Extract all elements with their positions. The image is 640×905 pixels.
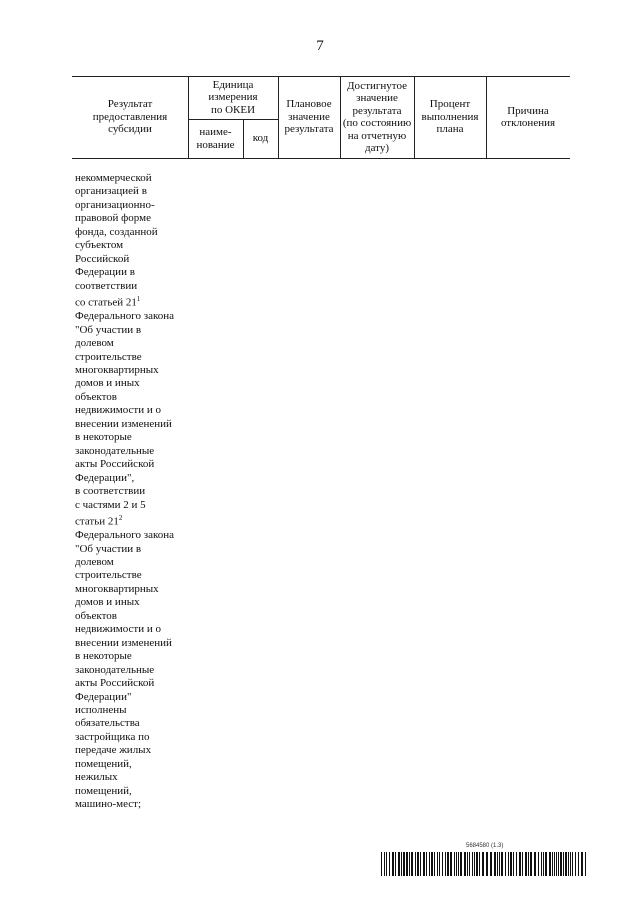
header-unit-group: Единица измерения по ОКЕИ <box>208 78 258 116</box>
header-unit-code: код <box>252 132 269 145</box>
header-unit-name: наиме- нование <box>196 126 235 151</box>
header-achieved: Достигнутое значение результата (по состоянию на отчетную дату) <box>342 79 412 154</box>
barcode <box>381 852 589 876</box>
header-bottom-border <box>72 158 570 159</box>
header-reason: Причина отклонения <box>500 104 556 129</box>
result-text-part2: Федерального закона "Об участии в долевом строительстве многоквартирных домов и иных объектов недвижимости и о внесении изменений в некоторые законодательные акты Российской Федерации", в соответствии с частями 2 и 5 статьи 21 <box>75 310 175 528</box>
footnote-sup-2: 2 <box>118 513 123 522</box>
result-description <box>75 172 195 812</box>
result-text-part3: Федерального закона "Об участии в долевом строительстве многоквартирных домов и иных объектов недвижимости и о внесении изменений в некоторые законодательные акты Российской Федерации" исполнены обязательства застройщика по передаче жилых помещений, нежилых помещений, машино-мест; <box>75 529 175 811</box>
document-code: 5684580 (1.3) <box>466 843 504 849</box>
header-planned: Плановое значение результата <box>284 98 334 136</box>
header-result: Результат предоставления субсидии <box>92 98 168 136</box>
header-percent: Процент выполнения плана <box>421 98 479 136</box>
page-number: 7 <box>316 38 324 54</box>
result-text-part1: некоммерческой организацией в организационно- правовой форме фонда, созданной субъектом Российской Федерации в соответствии со статьей 21 <box>75 172 158 309</box>
footnote-sup-1: 1 <box>136 295 141 304</box>
results-table-header <box>72 76 570 158</box>
